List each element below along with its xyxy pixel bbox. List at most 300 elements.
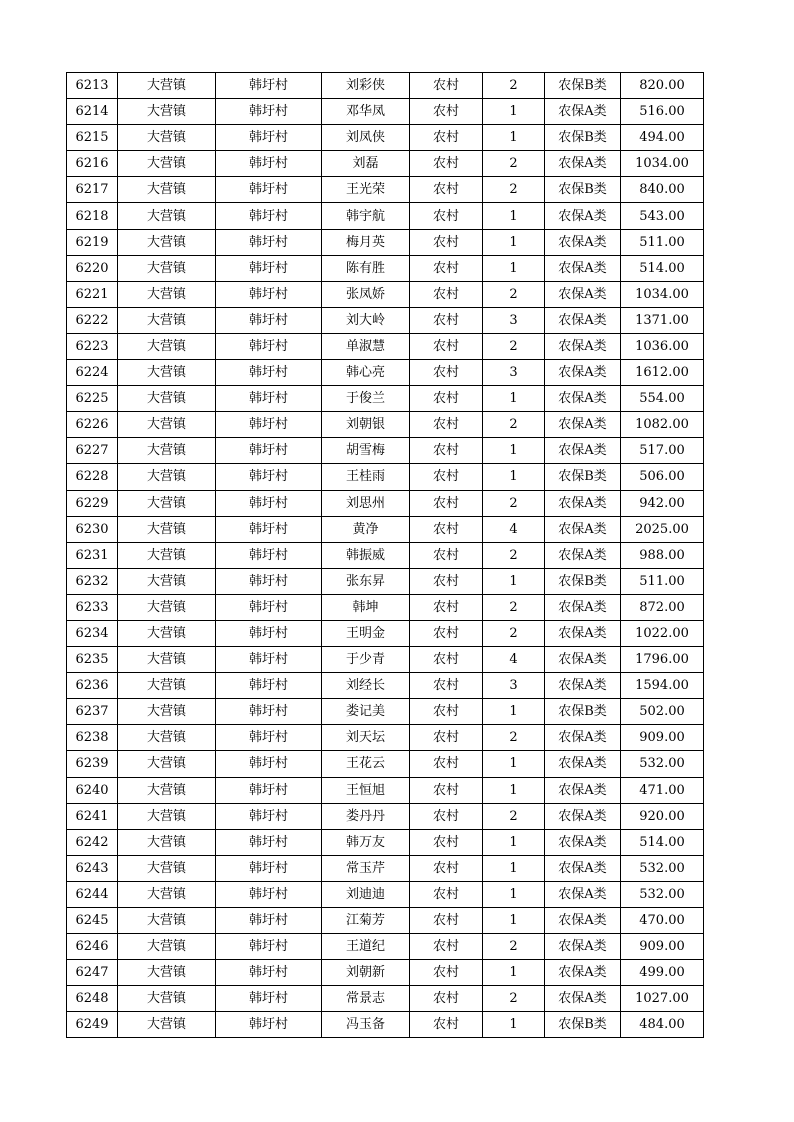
cell-count: 1 bbox=[483, 855, 545, 881]
cell-count: 1 bbox=[483, 960, 545, 986]
cell-count: 1 bbox=[483, 751, 545, 777]
cell-type: 农村 bbox=[410, 386, 483, 412]
cell-category: 农保A类 bbox=[545, 803, 621, 829]
cell-category: 农保A类 bbox=[545, 620, 621, 646]
cell-name: 韩心亮 bbox=[322, 360, 410, 386]
cell-amount: 484.00 bbox=[621, 1012, 704, 1038]
cell-category: 农保B类 bbox=[545, 699, 621, 725]
cell-name: 单淑慧 bbox=[322, 333, 410, 359]
cell-town: 大营镇 bbox=[118, 699, 216, 725]
table-row bbox=[67, 542, 704, 568]
cell-category: 农保A类 bbox=[545, 542, 621, 568]
cell-amount: 1796.00 bbox=[621, 647, 704, 673]
cell-village: 韩圩村 bbox=[216, 73, 322, 99]
cell-amount: 506.00 bbox=[621, 464, 704, 490]
cell-town: 大营镇 bbox=[118, 751, 216, 777]
cell-village: 韩圩村 bbox=[216, 620, 322, 646]
table-row bbox=[67, 281, 704, 307]
cell-amount: 2025.00 bbox=[621, 516, 704, 542]
cell-amount: 1612.00 bbox=[621, 360, 704, 386]
cell-category: 农保B类 bbox=[545, 125, 621, 151]
cell-village: 韩圩村 bbox=[216, 594, 322, 620]
cell-town: 大营镇 bbox=[118, 490, 216, 516]
table-row bbox=[67, 725, 704, 751]
cell-serial: 6226 bbox=[67, 412, 118, 438]
cell-name: 张凤娇 bbox=[322, 281, 410, 307]
cell-type: 农村 bbox=[410, 490, 483, 516]
table-row bbox=[67, 516, 704, 542]
cell-name: 刘迪迪 bbox=[322, 881, 410, 907]
cell-serial: 6232 bbox=[67, 568, 118, 594]
cell-town: 大营镇 bbox=[118, 542, 216, 568]
table-row bbox=[67, 803, 704, 829]
cell-serial: 6243 bbox=[67, 855, 118, 881]
cell-category: 农保A类 bbox=[545, 725, 621, 751]
table-row bbox=[67, 829, 704, 855]
cell-serial: 6219 bbox=[67, 229, 118, 255]
cell-serial: 6229 bbox=[67, 490, 118, 516]
cell-village: 韩圩村 bbox=[216, 542, 322, 568]
cell-amount: 514.00 bbox=[621, 829, 704, 855]
cell-count: 4 bbox=[483, 516, 545, 542]
cell-count: 2 bbox=[483, 281, 545, 307]
cell-type: 农村 bbox=[410, 542, 483, 568]
cell-count: 2 bbox=[483, 73, 545, 99]
table-row bbox=[67, 125, 704, 151]
cell-town: 大营镇 bbox=[118, 777, 216, 803]
cell-amount: 532.00 bbox=[621, 751, 704, 777]
cell-serial: 6220 bbox=[67, 255, 118, 281]
cell-count: 3 bbox=[483, 307, 545, 333]
table-row bbox=[67, 229, 704, 255]
cell-town: 大营镇 bbox=[118, 99, 216, 125]
cell-category: 农保A类 bbox=[545, 360, 621, 386]
cell-type: 农村 bbox=[410, 594, 483, 620]
cell-count: 2 bbox=[483, 333, 545, 359]
table-row bbox=[67, 438, 704, 464]
cell-serial: 6234 bbox=[67, 620, 118, 646]
cell-village: 韩圩村 bbox=[216, 568, 322, 594]
cell-amount: 532.00 bbox=[621, 881, 704, 907]
cell-count: 1 bbox=[483, 908, 545, 934]
cell-type: 农村 bbox=[410, 881, 483, 907]
table-row bbox=[67, 177, 704, 203]
cell-category: 农保B类 bbox=[545, 568, 621, 594]
cell-serial: 6227 bbox=[67, 438, 118, 464]
cell-town: 大营镇 bbox=[118, 333, 216, 359]
cell-village: 韩圩村 bbox=[216, 881, 322, 907]
cell-town: 大营镇 bbox=[118, 620, 216, 646]
cell-count: 1 bbox=[483, 881, 545, 907]
cell-serial: 6244 bbox=[67, 881, 118, 907]
cell-amount: 471.00 bbox=[621, 777, 704, 803]
cell-amount: 1027.00 bbox=[621, 986, 704, 1012]
cell-type: 农村 bbox=[410, 464, 483, 490]
cell-town: 大营镇 bbox=[118, 855, 216, 881]
cell-village: 韩圩村 bbox=[216, 647, 322, 673]
cell-serial: 6225 bbox=[67, 386, 118, 412]
cell-amount: 1371.00 bbox=[621, 307, 704, 333]
cell-town: 大营镇 bbox=[118, 673, 216, 699]
cell-town: 大营镇 bbox=[118, 438, 216, 464]
cell-town: 大营镇 bbox=[118, 803, 216, 829]
cell-name: 娄记美 bbox=[322, 699, 410, 725]
cell-town: 大营镇 bbox=[118, 125, 216, 151]
cell-serial: 6235 bbox=[67, 647, 118, 673]
cell-name: 胡雪梅 bbox=[322, 438, 410, 464]
table-row bbox=[67, 934, 704, 960]
cell-count: 1 bbox=[483, 699, 545, 725]
cell-amount: 1034.00 bbox=[621, 151, 704, 177]
cell-category: 农保B类 bbox=[545, 1012, 621, 1038]
cell-town: 大营镇 bbox=[118, 151, 216, 177]
table-row bbox=[67, 360, 704, 386]
cell-amount: 840.00 bbox=[621, 177, 704, 203]
cell-town: 大营镇 bbox=[118, 255, 216, 281]
table-row bbox=[67, 647, 704, 673]
cell-name: 梅月英 bbox=[322, 229, 410, 255]
table-row bbox=[67, 255, 704, 281]
cell-serial: 6221 bbox=[67, 281, 118, 307]
cell-name: 常玉芹 bbox=[322, 855, 410, 881]
cell-amount: 499.00 bbox=[621, 960, 704, 986]
cell-amount: 516.00 bbox=[621, 99, 704, 125]
cell-town: 大营镇 bbox=[118, 412, 216, 438]
cell-town: 大营镇 bbox=[118, 725, 216, 751]
cell-count: 1 bbox=[483, 255, 545, 281]
cell-name: 韩宇航 bbox=[322, 203, 410, 229]
cell-category: 农保B类 bbox=[545, 464, 621, 490]
table-row bbox=[67, 490, 704, 516]
cell-type: 农村 bbox=[410, 777, 483, 803]
cell-category: 农保A类 bbox=[545, 490, 621, 516]
cell-name: 刘大岭 bbox=[322, 307, 410, 333]
cell-type: 农村 bbox=[410, 934, 483, 960]
cell-serial: 6240 bbox=[67, 777, 118, 803]
cell-serial: 6217 bbox=[67, 177, 118, 203]
cell-serial: 6233 bbox=[67, 594, 118, 620]
cell-serial: 6248 bbox=[67, 986, 118, 1012]
cell-name: 于俊兰 bbox=[322, 386, 410, 412]
cell-category: 农保A类 bbox=[545, 908, 621, 934]
cell-village: 韩圩村 bbox=[216, 333, 322, 359]
cell-serial: 6214 bbox=[67, 99, 118, 125]
cell-name: 刘朝新 bbox=[322, 960, 410, 986]
cell-count: 1 bbox=[483, 464, 545, 490]
cell-count: 1 bbox=[483, 829, 545, 855]
cell-village: 韩圩村 bbox=[216, 777, 322, 803]
cell-name: 冯玉备 bbox=[322, 1012, 410, 1038]
cell-type: 农村 bbox=[410, 203, 483, 229]
cell-count: 1 bbox=[483, 777, 545, 803]
cell-type: 农村 bbox=[410, 360, 483, 386]
cell-category: 农保A类 bbox=[545, 934, 621, 960]
cell-type: 农村 bbox=[410, 99, 483, 125]
cell-type: 农村 bbox=[410, 568, 483, 594]
cell-serial: 6228 bbox=[67, 464, 118, 490]
cell-type: 农村 bbox=[410, 151, 483, 177]
cell-name: 刘彩侠 bbox=[322, 73, 410, 99]
cell-amount: 543.00 bbox=[621, 203, 704, 229]
cell-category: 农保A类 bbox=[545, 594, 621, 620]
cell-name: 王恒旭 bbox=[322, 777, 410, 803]
cell-category: 农保A类 bbox=[545, 333, 621, 359]
cell-count: 1 bbox=[483, 203, 545, 229]
cell-type: 农村 bbox=[410, 125, 483, 151]
cell-amount: 514.00 bbox=[621, 255, 704, 281]
cell-category: 农保A类 bbox=[545, 855, 621, 881]
cell-village: 韩圩村 bbox=[216, 673, 322, 699]
cell-serial: 6223 bbox=[67, 333, 118, 359]
cell-type: 农村 bbox=[410, 1012, 483, 1038]
cell-town: 大营镇 bbox=[118, 516, 216, 542]
cell-village: 韩圩村 bbox=[216, 960, 322, 986]
cell-village: 韩圩村 bbox=[216, 360, 322, 386]
table-row bbox=[67, 99, 704, 125]
cell-count: 3 bbox=[483, 673, 545, 699]
cell-town: 大营镇 bbox=[118, 1012, 216, 1038]
table-row bbox=[67, 908, 704, 934]
cell-count: 1 bbox=[483, 1012, 545, 1038]
cell-town: 大营镇 bbox=[118, 986, 216, 1012]
cell-amount: 517.00 bbox=[621, 438, 704, 464]
cell-village: 韩圩村 bbox=[216, 438, 322, 464]
cell-village: 韩圩村 bbox=[216, 934, 322, 960]
cell-amount: 532.00 bbox=[621, 855, 704, 881]
cell-village: 韩圩村 bbox=[216, 829, 322, 855]
cell-village: 韩圩村 bbox=[216, 725, 322, 751]
cell-amount: 511.00 bbox=[621, 568, 704, 594]
cell-name: 刘天坛 bbox=[322, 725, 410, 751]
cell-type: 农村 bbox=[410, 673, 483, 699]
cell-village: 韩圩村 bbox=[216, 803, 322, 829]
cell-name: 张东昇 bbox=[322, 568, 410, 594]
cell-category: 农保B类 bbox=[545, 73, 621, 99]
cell-name: 刘朝银 bbox=[322, 412, 410, 438]
cell-town: 大营镇 bbox=[118, 829, 216, 855]
cell-count: 2 bbox=[483, 594, 545, 620]
cell-category: 农保A类 bbox=[545, 151, 621, 177]
cell-town: 大营镇 bbox=[118, 203, 216, 229]
cell-name: 于少青 bbox=[322, 647, 410, 673]
cell-name: 王明金 bbox=[322, 620, 410, 646]
cell-type: 农村 bbox=[410, 647, 483, 673]
table-row bbox=[67, 620, 704, 646]
cell-amount: 1034.00 bbox=[621, 281, 704, 307]
cell-count: 2 bbox=[483, 490, 545, 516]
cell-type: 农村 bbox=[410, 438, 483, 464]
cell-town: 大营镇 bbox=[118, 73, 216, 99]
cell-town: 大营镇 bbox=[118, 386, 216, 412]
cell-type: 农村 bbox=[410, 255, 483, 281]
table-row bbox=[67, 751, 704, 777]
cell-type: 农村 bbox=[410, 516, 483, 542]
cell-name: 常景志 bbox=[322, 986, 410, 1012]
cell-type: 农村 bbox=[410, 229, 483, 255]
cell-village: 韩圩村 bbox=[216, 699, 322, 725]
cell-serial: 6224 bbox=[67, 360, 118, 386]
cell-village: 韩圩村 bbox=[216, 99, 322, 125]
cell-name: 刘磊 bbox=[322, 151, 410, 177]
cell-amount: 820.00 bbox=[621, 73, 704, 99]
cell-category: 农保A类 bbox=[545, 647, 621, 673]
cell-amount: 1022.00 bbox=[621, 620, 704, 646]
cell-name: 江菊芳 bbox=[322, 908, 410, 934]
cell-amount: 942.00 bbox=[621, 490, 704, 516]
cell-village: 韩圩村 bbox=[216, 386, 322, 412]
cell-count: 2 bbox=[483, 542, 545, 568]
cell-town: 大营镇 bbox=[118, 177, 216, 203]
cell-type: 农村 bbox=[410, 803, 483, 829]
cell-count: 2 bbox=[483, 803, 545, 829]
cell-count: 2 bbox=[483, 725, 545, 751]
cell-type: 农村 bbox=[410, 855, 483, 881]
cell-name: 王光荣 bbox=[322, 177, 410, 203]
cell-type: 农村 bbox=[410, 177, 483, 203]
table-row bbox=[67, 568, 704, 594]
cell-serial: 6249 bbox=[67, 1012, 118, 1038]
table-row bbox=[67, 594, 704, 620]
cell-town: 大营镇 bbox=[118, 934, 216, 960]
table-row bbox=[67, 986, 704, 1012]
table-row bbox=[67, 73, 704, 99]
table-row bbox=[67, 855, 704, 881]
table-row bbox=[67, 203, 704, 229]
cell-category: 农保A类 bbox=[545, 960, 621, 986]
cell-category: 农保A类 bbox=[545, 203, 621, 229]
cell-name: 韩万友 bbox=[322, 829, 410, 855]
cell-village: 韩圩村 bbox=[216, 177, 322, 203]
cell-village: 韩圩村 bbox=[216, 281, 322, 307]
cell-amount: 988.00 bbox=[621, 542, 704, 568]
cell-serial: 6218 bbox=[67, 203, 118, 229]
cell-name: 刘凤侠 bbox=[322, 125, 410, 151]
cell-village: 韩圩村 bbox=[216, 908, 322, 934]
cell-village: 韩圩村 bbox=[216, 986, 322, 1012]
cell-village: 韩圩村 bbox=[216, 464, 322, 490]
table-row bbox=[67, 881, 704, 907]
cell-name: 邓华凤 bbox=[322, 99, 410, 125]
cell-amount: 511.00 bbox=[621, 229, 704, 255]
cell-count: 2 bbox=[483, 177, 545, 203]
cell-count: 2 bbox=[483, 934, 545, 960]
cell-name: 刘经长 bbox=[322, 673, 410, 699]
cell-village: 韩圩村 bbox=[216, 490, 322, 516]
cell-name: 王道纪 bbox=[322, 934, 410, 960]
cell-village: 韩圩村 bbox=[216, 516, 322, 542]
cell-category: 农保A类 bbox=[545, 881, 621, 907]
cell-category: 农保A类 bbox=[545, 412, 621, 438]
cell-category: 农保A类 bbox=[545, 673, 621, 699]
cell-count: 2 bbox=[483, 620, 545, 646]
cell-village: 韩圩村 bbox=[216, 229, 322, 255]
cell-amount: 554.00 bbox=[621, 386, 704, 412]
cell-category: 农保A类 bbox=[545, 255, 621, 281]
cell-category: 农保A类 bbox=[545, 986, 621, 1012]
table-row bbox=[67, 699, 704, 725]
table-row bbox=[67, 1012, 704, 1038]
cell-serial: 6213 bbox=[67, 73, 118, 99]
cell-category: 农保A类 bbox=[545, 386, 621, 412]
table-body bbox=[67, 73, 704, 1038]
cell-village: 韩圩村 bbox=[216, 125, 322, 151]
cell-serial: 6242 bbox=[67, 829, 118, 855]
cell-village: 韩圩村 bbox=[216, 855, 322, 881]
cell-name: 黄净 bbox=[322, 516, 410, 542]
cell-town: 大营镇 bbox=[118, 881, 216, 907]
table-row bbox=[67, 960, 704, 986]
table-row bbox=[67, 464, 704, 490]
cell-amount: 909.00 bbox=[621, 934, 704, 960]
cell-town: 大营镇 bbox=[118, 464, 216, 490]
cell-type: 农村 bbox=[410, 620, 483, 646]
table-row bbox=[67, 673, 704, 699]
cell-name: 王桂雨 bbox=[322, 464, 410, 490]
cell-name: 娄丹丹 bbox=[322, 803, 410, 829]
cell-count: 2 bbox=[483, 151, 545, 177]
cell-amount: 920.00 bbox=[621, 803, 704, 829]
cell-serial: 6215 bbox=[67, 125, 118, 151]
cell-serial: 6230 bbox=[67, 516, 118, 542]
cell-village: 韩圩村 bbox=[216, 1012, 322, 1038]
cell-category: 农保A类 bbox=[545, 438, 621, 464]
cell-category: 农保B类 bbox=[545, 177, 621, 203]
cell-town: 大营镇 bbox=[118, 360, 216, 386]
cell-name: 陈有胜 bbox=[322, 255, 410, 281]
cell-town: 大营镇 bbox=[118, 908, 216, 934]
cell-type: 农村 bbox=[410, 751, 483, 777]
cell-category: 农保A类 bbox=[545, 229, 621, 255]
cell-amount: 872.00 bbox=[621, 594, 704, 620]
table-row bbox=[67, 386, 704, 412]
table-row bbox=[67, 307, 704, 333]
table-row bbox=[67, 151, 704, 177]
table-row bbox=[67, 412, 704, 438]
cell-village: 韩圩村 bbox=[216, 751, 322, 777]
cell-category: 农保A类 bbox=[545, 307, 621, 333]
cell-count: 1 bbox=[483, 229, 545, 255]
cell-serial: 6237 bbox=[67, 699, 118, 725]
cell-village: 韩圩村 bbox=[216, 255, 322, 281]
cell-serial: 6247 bbox=[67, 960, 118, 986]
cell-village: 韩圩村 bbox=[216, 151, 322, 177]
cell-town: 大营镇 bbox=[118, 568, 216, 594]
cell-count: 1 bbox=[483, 99, 545, 125]
cell-category: 农保A类 bbox=[545, 829, 621, 855]
cell-town: 大营镇 bbox=[118, 594, 216, 620]
cell-type: 农村 bbox=[410, 281, 483, 307]
cell-serial: 6236 bbox=[67, 673, 118, 699]
cell-amount: 1082.00 bbox=[621, 412, 704, 438]
cell-type: 农村 bbox=[410, 73, 483, 99]
cell-category: 农保A类 bbox=[545, 516, 621, 542]
cell-town: 大营镇 bbox=[118, 960, 216, 986]
cell-type: 农村 bbox=[410, 986, 483, 1012]
cell-name: 韩坤 bbox=[322, 594, 410, 620]
cell-type: 农村 bbox=[410, 307, 483, 333]
cell-serial: 6238 bbox=[67, 725, 118, 751]
cell-count: 2 bbox=[483, 986, 545, 1012]
cell-amount: 502.00 bbox=[621, 699, 704, 725]
cell-category: 农保A类 bbox=[545, 751, 621, 777]
cell-town: 大营镇 bbox=[118, 647, 216, 673]
cell-category: 农保A类 bbox=[545, 99, 621, 125]
cell-type: 农村 bbox=[410, 908, 483, 934]
table-row bbox=[67, 333, 704, 359]
cell-amount: 1594.00 bbox=[621, 673, 704, 699]
cell-serial: 6239 bbox=[67, 751, 118, 777]
cell-amount: 470.00 bbox=[621, 908, 704, 934]
